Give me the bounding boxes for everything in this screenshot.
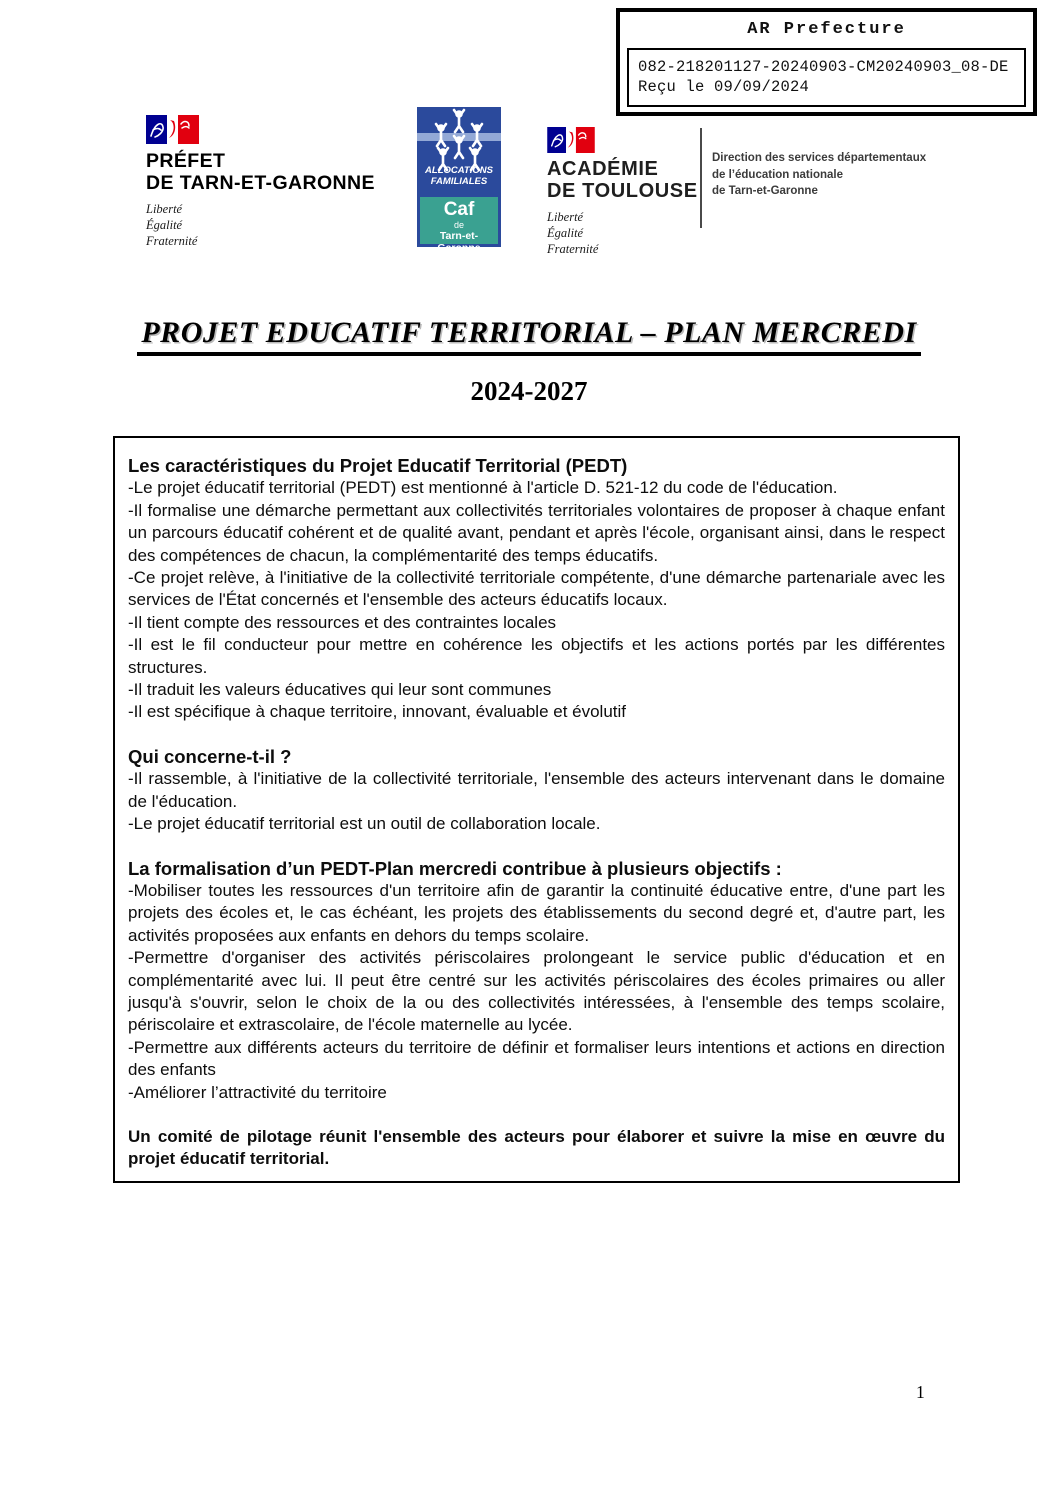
dsden-line3: de Tarn-et-Garonne	[712, 185, 818, 197]
paragraph: -Il traduit les valeurs éducatives qui leur sont communes	[128, 680, 552, 700]
caf-top-panel	[417, 107, 501, 197]
academie-motto	[547, 209, 698, 257]
prefet-logo	[146, 115, 375, 249]
caf-bottom-panel	[420, 197, 498, 254]
page-number: 1	[916, 1382, 925, 1402]
dsden-line1: Direction des services départementaux	[712, 152, 927, 164]
divider-line	[700, 128, 702, 228]
paragraph: -Améliorer l’attractivité du territoire	[128, 1082, 387, 1102]
pedt-description-box	[113, 436, 960, 1183]
french-flag-icon	[146, 115, 199, 144]
french-flag-icon	[547, 127, 595, 153]
caf-allocations-label	[417, 165, 501, 187]
closing-paragraph: Un comité de pilotage réunit l'ensemble des acteurs pour élaborer et suivre la mise en œuvre du projet éducatif territorial.	[128, 1126, 945, 1169]
page-title-text: PROJET EDUCATIF TERRITORIAL – PLAN MERCREDI	[137, 316, 920, 356]
paragraph: -Le projet éducatif territorial (PEDT) est mentionné à l'article D. 521-12 du code de l'éducation.	[128, 478, 838, 498]
dsden-line2: de l’éducation nationale	[712, 168, 843, 181]
paragraph: -Permettre d'organiser des activités périscolaires prolongeant le service public d'éducation et en complémentarité avec lui. Il peut être centré sur les activités périscolaires des écoles primaires ou aller jusqu'à s'ouvrir, selon le choix de la ou des collectivités intéressées, à l'ensemble des temps scolaire, périscolaire et extrascolaire, de l'école maternelle au lycée.	[128, 948, 945, 1035]
paragraph: -Il tient compte des ressources et des contraintes locales	[128, 612, 557, 632]
paragraph: -Mobiliser toutes les ressources d'un territoire afin de garantir la continuité éducative entre, d'une part les projets des écoles et, le cas échéant, les projets des établissements du second degré et, d'autre part, les activités proposées aux enfants en dehors du temps scolaire.	[128, 880, 945, 945]
ar-prefecture-stamp	[616, 8, 1037, 116]
paragraph: -Il formalise une démarche permettant aux collectivités territoriales volontaires de proposer à chaque enfant un parcours éducatif cohérent et de qualité avant, pendant et après l'école, organisant ainsi, dans le respect des compétences de chacun, la complémentarité des temps éducatifs.	[128, 500, 945, 565]
academie-logo	[547, 127, 698, 257]
section-heading: Les caractéristiques du Projet Educatif Territorial (PEDT)	[128, 455, 628, 476]
motto-liberte: Liberté	[547, 210, 584, 224]
paragraph: -Le projet éducatif territorial est un outil de collaboration locale.	[128, 814, 601, 834]
motto-fraternite: Fraternité	[547, 242, 599, 256]
paragraph: -Ce projet relève, à l'initiative de la collectivité territoriale compétente, d'une démarche partenariale avec les services de l'État concernés et l'ensemble des acteurs éducatifs locaux.	[128, 568, 945, 610]
page-title	[0, 316, 1058, 356]
paragraph: -Il rassemble, à l'initiative de la collectivité territoriale, l'ensemble des acteurs intervenant dans le domaine de l'éducation.	[128, 769, 945, 811]
stamp-inner-box	[627, 48, 1026, 107]
caf-label-line2: FAMILIALES	[430, 176, 488, 187]
paragraph: -Permettre aux différents acteurs du territoire de définir et formaliser leurs intentions et actions en direction des enfants	[128, 1037, 945, 1080]
motto-fraternite: Fraternité	[146, 234, 198, 248]
academie-name-line1: ACADÉMIE	[547, 158, 659, 180]
caf-logo	[417, 107, 501, 254]
caf-department: Tarn-et-Garonne	[437, 230, 481, 254]
paragraph: -Il est spécifique à chaque territoire, innovant, évaluable et évolutif	[128, 702, 627, 722]
prefet-motto	[146, 201, 375, 249]
academie-name-line2: DE TOULOUSE	[547, 180, 698, 202]
motto-liberte: Liberté	[146, 202, 183, 216]
stamp-reference: 082-218201127-20240903-CM20240903_08-DE	[638, 58, 1009, 76]
prefet-name-line1: PRÉFET	[146, 150, 226, 172]
section-heading: Qui concerne-t-il ?	[128, 745, 292, 767]
caf-de: de	[453, 220, 464, 230]
prefet-name-line2: DE TARN-ET-GARONNE	[146, 172, 375, 194]
caf-name: Caf	[443, 199, 475, 220]
motto-egalite: Égalité	[547, 226, 584, 240]
paragraph: -Il est le fil conducteur pour mettre en cohérence les objectifs et les actions portés par les différentes structures.	[128, 635, 945, 677]
stamp-title: AR Prefecture	[747, 20, 906, 39]
dsden-text-block	[712, 150, 926, 200]
page-subtitle: 2024-2027	[470, 376, 588, 406]
section-heading: La formalisation d’un PEDT-Plan mercredi contribue à plusieurs objectifs :	[128, 857, 782, 879]
stamp-received-date: Reçu le 09/09/2024	[638, 78, 810, 96]
caf-label-line1: ALLOCATIONS	[425, 165, 493, 176]
motto-egalite: Égalité	[146, 218, 183, 232]
